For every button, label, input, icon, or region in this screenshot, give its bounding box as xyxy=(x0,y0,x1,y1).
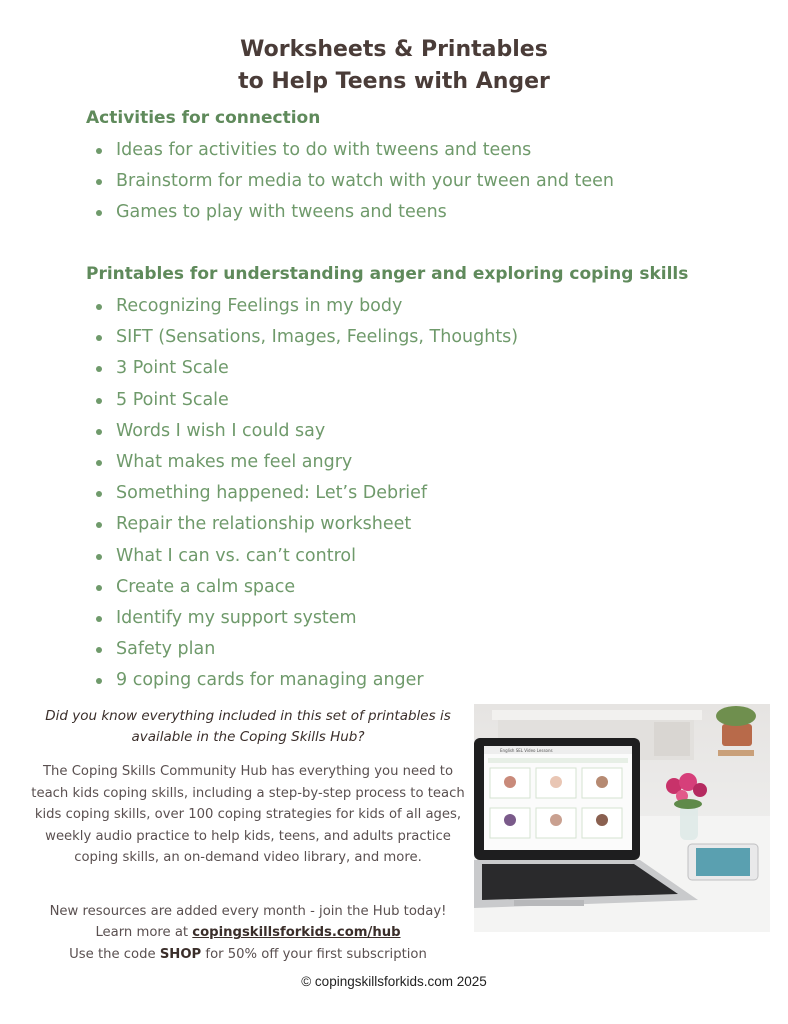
list-item xyxy=(96,634,518,665)
page-title-line-1: Worksheets & Printables xyxy=(240,37,548,62)
list-item-text: 3 Point Scale xyxy=(116,358,229,379)
bullet-icon xyxy=(96,210,102,216)
page-title xyxy=(0,34,788,98)
list-item-text: Something happened: Let’s Debrief xyxy=(116,483,428,504)
copyright-footer: © copingskillsforkids.com 2025 xyxy=(301,974,487,989)
list-item-text: Repair the relationship worksheet xyxy=(116,514,412,535)
bullet-icon xyxy=(96,335,102,341)
list-item-text: Games to play with tweens and teens xyxy=(116,202,447,223)
list-item xyxy=(96,322,518,353)
promo-body: The Coping Skills Community Hub has everything you need to teach kids coping skills, including a step-by-step process to teach kids coping skills, over 100 coping strategies for kids of all ages, weekly audio practice to help kids, teens, and adults practice coping skills, an on-demand video library, and more. xyxy=(31,764,465,866)
learn-more-prefix: Learn more at xyxy=(95,925,193,941)
list-item xyxy=(96,385,518,416)
list-item xyxy=(96,572,518,603)
bullet-icon xyxy=(96,585,102,591)
list-item-text: 5 Point Scale xyxy=(116,389,229,410)
list-item xyxy=(96,135,614,166)
promo-footer xyxy=(26,901,470,965)
code-line xyxy=(26,944,470,965)
bullet-icon xyxy=(96,460,102,466)
promo-question: Did you know everything included in this set of printables is available in the Coping Skills Hub? xyxy=(45,708,451,745)
list-item-text: Create a calm space xyxy=(116,576,296,597)
bullet-icon xyxy=(96,429,102,435)
laptop-illustration xyxy=(474,704,770,932)
list-item-text: 9 coping cards for managing anger xyxy=(116,670,424,691)
list-item-text: Recognizing Feelings in my body xyxy=(116,296,403,316)
page-title-line-2: to Help Teens with Anger xyxy=(238,69,550,94)
list-item xyxy=(96,353,518,384)
bullet-icon xyxy=(96,678,102,684)
list-item-text: Safety plan xyxy=(116,639,216,660)
list-item-text: Words I wish I could say xyxy=(116,420,326,441)
list-item xyxy=(96,478,518,509)
list-item xyxy=(96,166,614,197)
bullet-icon xyxy=(96,179,102,185)
bullet-icon xyxy=(96,647,102,653)
bullet-icon xyxy=(96,398,102,404)
list-item xyxy=(96,447,518,478)
bullet-icon xyxy=(96,304,102,310)
screen-title: English SEL Video Lessons xyxy=(500,748,553,753)
list-item-text: Ideas for activities to do with tweens and teens xyxy=(116,140,532,160)
learn-more-line xyxy=(26,922,470,943)
bullet-icon xyxy=(96,522,102,528)
printables-list xyxy=(96,291,518,696)
list-item-text: SIFT (Sensations, Images, Feelings, Thoughts) xyxy=(116,327,519,348)
list-item-text: Identify my support system xyxy=(116,607,357,628)
bullet-icon xyxy=(96,148,102,154)
list-item-text: What makes me feel angry xyxy=(116,451,353,472)
list-item xyxy=(96,509,518,540)
bullet-icon xyxy=(96,366,102,372)
code-suffix: for 50% off your first subscription xyxy=(201,946,427,962)
list-item-text: What I can vs. can’t control xyxy=(116,545,356,566)
hub-link[interactable]: copingskillsforkids.com/hub xyxy=(192,925,401,941)
list-item xyxy=(96,197,614,228)
new-resources-text: New resources are added every month - join the Hub today! xyxy=(49,904,447,919)
section-heading-connection: Activities for connection xyxy=(86,108,321,128)
list-item xyxy=(96,541,518,572)
bullet-icon xyxy=(96,616,102,622)
list-item xyxy=(96,603,518,634)
list-item xyxy=(96,416,518,447)
list-item xyxy=(96,665,518,696)
list-item xyxy=(96,291,518,322)
list-item-text: Brainstorm for media to watch with your tween and teen xyxy=(116,171,614,192)
section-heading-printables: Printables for understanding anger and exploring coping skills xyxy=(86,264,689,284)
hub-laptop-photo xyxy=(474,704,770,932)
bullet-icon xyxy=(96,491,102,497)
discount-code: SHOP xyxy=(159,946,202,962)
code-prefix: Use the code xyxy=(69,946,160,962)
connection-list xyxy=(96,135,614,229)
bullet-icon xyxy=(96,554,102,560)
